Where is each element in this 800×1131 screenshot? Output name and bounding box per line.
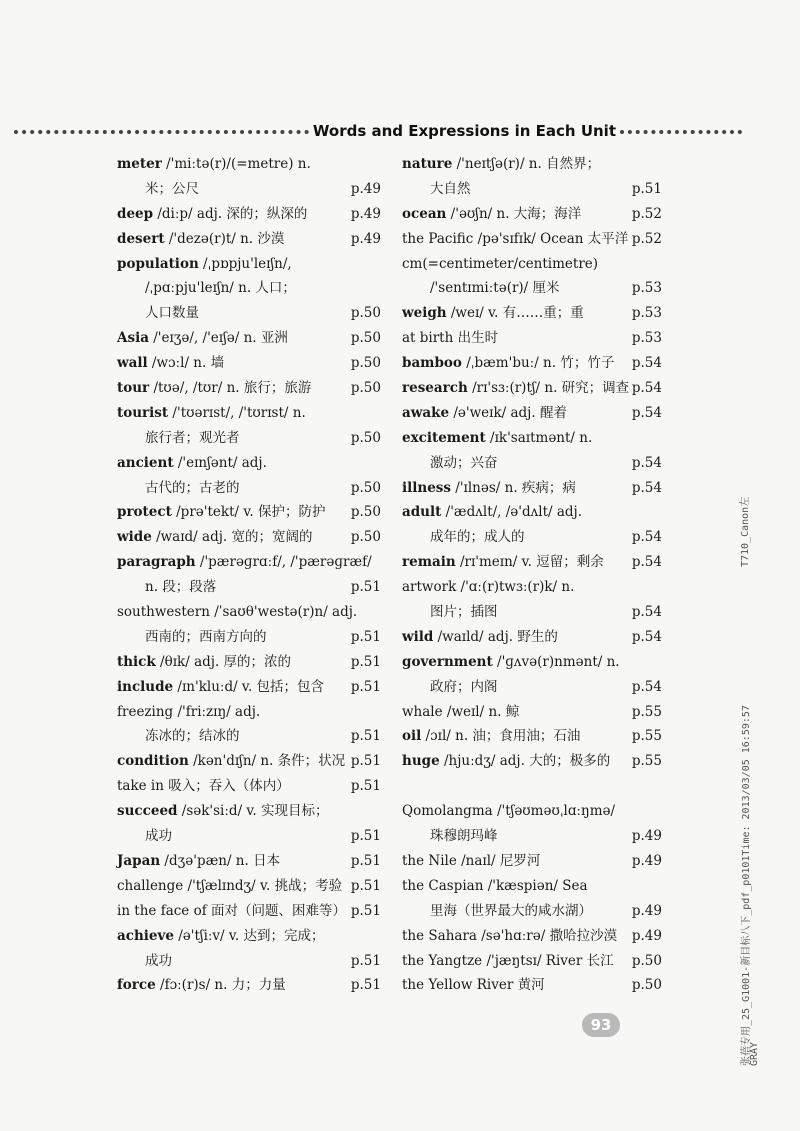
vocab-entry-text — [117, 704, 260, 720]
vocab-entry-text — [117, 355, 224, 371]
vocab-line — [402, 874, 662, 899]
entry-definition: 成年的；成人的 — [430, 529, 525, 546]
vocab-entry-text — [117, 977, 286, 993]
vocab-entry-text — [117, 629, 267, 645]
headword: excitement — [402, 429, 486, 446]
page-reference: p.51 — [350, 877, 381, 894]
entry-definition: /ə'weɪk/ adj. 醒着 — [449, 404, 567, 421]
vocab-entry-text — [402, 554, 604, 570]
vocab-line — [117, 152, 381, 177]
entry-definition: the Caspian /'kæspiən/ Sea — [402, 877, 588, 894]
page-reference: p.51 — [350, 628, 381, 645]
vocab-line — [402, 301, 662, 326]
entry-definition: 西南的；西南方向的 — [145, 628, 267, 645]
vocab-line — [117, 650, 381, 675]
vocab-line — [117, 924, 381, 949]
vocab-line — [402, 675, 662, 700]
page-reference: p.51 — [350, 579, 381, 596]
headword: wide — [117, 529, 152, 546]
vocab-line — [402, 227, 662, 252]
vocab-line — [402, 476, 662, 501]
vocab-entry-text — [117, 181, 199, 197]
headword: meter — [117, 156, 162, 172]
vocab-line — [402, 351, 662, 376]
headword: huge — [402, 753, 440, 770]
headword: bamboo — [402, 355, 462, 372]
page-reference: p.51 — [350, 902, 381, 919]
entry-definition: /fɔː(r)s/ n. 力；力量 — [155, 977, 286, 994]
vocab-line — [402, 824, 662, 849]
vocab-line — [117, 899, 381, 924]
page-reference: p.50 — [350, 355, 381, 372]
vocab-line — [402, 326, 662, 351]
page-reference: p.53 — [631, 330, 662, 347]
vocab-line — [117, 227, 381, 252]
vocab-entry-text — [117, 380, 311, 396]
entry-definition: /'pærəɡrɑːf/, /'pærəɡræf/ — [195, 554, 372, 571]
page-reference: p.49 — [350, 230, 381, 247]
page-reference: p.49 — [350, 205, 381, 222]
vocab-entry-text — [402, 853, 540, 869]
vocab-line — [402, 650, 662, 675]
entry-definition: 米；公尺 — [145, 180, 199, 197]
vocab-entry-text — [117, 654, 291, 670]
entry-definition: the Yellow River 黄河 — [402, 977, 545, 994]
entry-definition: /'dezə(r)t/ n. 沙漠 — [164, 230, 285, 247]
entry-definition: 成功 — [145, 952, 172, 969]
vocab-line — [117, 351, 381, 376]
entry-definition: /'miːtə(r)/(=metre) n. — [161, 156, 311, 172]
entry-definition: /hjuːdʒ/ adj. 大的；极多的 — [439, 753, 611, 770]
entry-definition: 里海（世界最大的咸水湖） — [430, 902, 592, 919]
entry-definition: /'tʊərɪst/, /'tʊrɪst/ n. — [168, 404, 306, 421]
vocab-entry-text — [117, 579, 216, 595]
headword: ocean — [402, 205, 447, 222]
page-reference: p.49 — [631, 852, 662, 869]
vocab-line — [117, 451, 381, 476]
entry-definition: /ˌpɒpju'leɪʃn/, — [198, 255, 292, 272]
page-reference: p.51 — [350, 828, 381, 845]
vocab-entry-text — [402, 305, 584, 321]
vocab-entry-text — [402, 654, 620, 670]
headword: illness — [402, 479, 451, 496]
vocab-line — [117, 675, 381, 700]
vocab-line — [117, 401, 381, 426]
vocab-entry-text — [402, 504, 582, 520]
vocab-line — [402, 401, 662, 426]
vocab-line — [117, 799, 381, 824]
entry-definition: freezing /'friːzɪŋ/ adj. — [117, 703, 261, 720]
page-reference: p.54 — [631, 380, 662, 397]
vocab-line — [402, 426, 662, 451]
vocab-line — [117, 973, 381, 998]
vocab-entry-text — [402, 753, 610, 769]
vocab-line — [402, 550, 662, 575]
headword: Japan — [117, 852, 161, 869]
entry-definition: 旅行者；观光者 — [145, 429, 240, 446]
vocab-line — [117, 600, 381, 625]
headword: succeed — [117, 803, 178, 820]
entry-definition: /dʒə'pæn/ n. 日本 — [160, 852, 281, 869]
vocab-entry-text — [117, 430, 240, 446]
headword: tourist — [117, 404, 169, 421]
vocab-line — [117, 476, 381, 501]
vocab-entry-text — [117, 305, 199, 321]
headword: awake — [402, 404, 450, 421]
vocab-line — [117, 252, 381, 277]
vocab-entry-text — [117, 928, 325, 944]
vocab-line — [402, 774, 662, 799]
entry-definition: /'neɪtʃə(r)/ n. 自然界； — [452, 156, 601, 172]
vocab-entry-text — [117, 679, 324, 695]
vocab-entry-text — [117, 280, 296, 296]
vocab-entry-text — [402, 280, 560, 296]
vocab-line — [402, 202, 662, 227]
vocab-entry-text — [402, 977, 545, 993]
entry-definition: 成功 — [145, 828, 172, 845]
vocab-entry-text — [402, 529, 525, 545]
vocab-entry-text — [117, 405, 306, 421]
headword: desert — [117, 230, 165, 247]
page-reference: p.54 — [631, 454, 662, 471]
entry-definition: /'ɡʌvə(r)nmənt/ n. — [492, 653, 620, 670]
vocab-entry-text — [402, 903, 592, 919]
left-vocabulary-column — [117, 152, 381, 998]
headword: research — [402, 380, 468, 397]
vocab-entry-text — [402, 878, 588, 894]
headword: include — [117, 678, 174, 695]
vocab-entry-text — [117, 480, 240, 496]
vocab-line — [402, 177, 662, 202]
vocab-entry-text — [117, 903, 346, 919]
vocab-entry-text — [402, 480, 576, 496]
vocab-entry-text — [402, 828, 498, 844]
page-reference: p.55 — [631, 753, 662, 770]
vocab-line — [402, 849, 662, 874]
vocab-line — [402, 924, 662, 949]
headword: condition — [117, 753, 189, 770]
vocab-line — [402, 799, 662, 824]
headword: paragraph — [117, 554, 196, 571]
vocab-line — [402, 600, 662, 625]
vocab-line — [117, 874, 381, 899]
entry-definition: 图片；插图 — [430, 604, 498, 621]
vocab-entry-text — [117, 604, 357, 620]
entry-definition: /ɪn'kluːd/ v. 包括；包含 — [173, 678, 325, 695]
vocab-entry-text — [402, 728, 580, 744]
entry-definition: /tʊə/, /tʊr/ n. 旅行；旅游 — [149, 380, 312, 397]
page-reference: p.51 — [350, 728, 381, 745]
vocab-entry-text — [117, 778, 290, 794]
page-reference: p.50 — [350, 504, 381, 521]
page-reference: p.54 — [631, 529, 662, 546]
vocab-line — [402, 376, 662, 401]
headword: government — [402, 653, 493, 670]
headword: achieve — [117, 927, 174, 944]
vocab-line — [402, 152, 662, 177]
page-reference: p.52 — [631, 205, 662, 222]
entry-definition: at birth 出生时 — [402, 330, 499, 347]
entry-definition: the Sahara /sə'hɑːrə/ 撒哈拉沙漠 — [402, 927, 618, 944]
page-reference: p.55 — [631, 728, 662, 745]
entry-definition: /'ædʌlt/, /ə'dʌlt/ adj. — [441, 504, 583, 521]
section-title: Words and Expressions in Each Unit — [312, 122, 616, 140]
entry-definition: 激动；兴奋 — [430, 454, 498, 471]
vocab-line — [402, 276, 662, 301]
vocab-entry-text — [117, 828, 172, 844]
page-reference: p.50 — [350, 529, 381, 546]
entry-definition: /waɪld/ adj. 野生的 — [433, 628, 558, 645]
side-print-mark-lower: 张蓓专用_25_G1001-新目标八下_pdf_p0101Time: 2013/03/05 16:59:57 — [741, 705, 752, 1066]
vocab-entry-text — [402, 156, 600, 172]
vocab-line — [402, 949, 662, 974]
vocab-line — [402, 252, 662, 277]
vocab-entry-text — [117, 753, 345, 769]
vocab-line — [117, 202, 381, 227]
entry-definition: /kən'dɪʃn/ n. 条件；状况 — [188, 753, 346, 770]
vocab-entry-text — [117, 504, 325, 520]
vocab-line — [117, 575, 381, 600]
vocab-entry-text — [402, 803, 615, 819]
right-vocabulary-column — [402, 152, 662, 998]
page-reference: p.50 — [350, 429, 381, 446]
headword: ancient — [117, 454, 174, 471]
vocab-entry-text — [402, 256, 598, 272]
vocab-entry-text — [402, 206, 581, 222]
page-reference: p.51 — [350, 753, 381, 770]
entry-definition: the Pacific /pə'sɪfɪk/ Ocean 太平洋 — [402, 230, 629, 247]
entry-definition: artwork /'ɑː(r)twɜː(r)k/ n. — [402, 579, 575, 596]
page-reference: p.51 — [350, 977, 381, 994]
entry-definition: Qomolangma /'tʃəʊməʊˌlɑːŋmə/ — [402, 803, 616, 820]
side-print-mark-gray: GRAY — [749, 1041, 760, 1066]
entry-definition: /θɪk/ adj. 厚的；浓的 — [155, 653, 292, 670]
page-reference: p.50 — [350, 330, 381, 347]
entry-definition: 古代的；古老的 — [145, 479, 240, 496]
entry-definition: 人口数量 — [145, 305, 199, 322]
vocab-entry-text — [402, 405, 567, 421]
entry-definition: the Nile /naɪl/ 尼罗河 — [402, 852, 541, 869]
entry-definition: /ˌpɑːpju'leɪʃn/ n. 人口； — [145, 280, 296, 297]
page-reference: p.54 — [631, 628, 662, 645]
vocab-entry-text — [402, 679, 498, 695]
headword: remain — [402, 554, 456, 571]
vocab-entry-text — [402, 355, 614, 371]
section-header — [14, 120, 742, 142]
vocab-entry-text — [402, 380, 629, 396]
entry-definition: /rɪ'meɪn/ v. 逗留；剩余 — [455, 554, 604, 571]
vocab-entry-text — [117, 803, 329, 819]
vocab-line — [117, 625, 381, 650]
entry-definition: take in 吸入；吞入（体内） — [117, 778, 290, 795]
vocab-line — [117, 326, 381, 351]
page-reference: p.51 — [350, 678, 381, 695]
headword: wild — [402, 628, 434, 645]
entry-definition: in the face of 面对（问题、困难等） — [117, 902, 347, 919]
vocab-line — [402, 700, 662, 725]
page-reference: p.51 — [350, 852, 381, 869]
page-reference: p.51 — [350, 653, 381, 670]
entry-definition: 政府；内阁 — [430, 678, 498, 695]
entry-definition: 大自然 — [430, 180, 471, 197]
vocab-line — [402, 575, 662, 600]
page-reference: p.53 — [631, 305, 662, 322]
vocab-entry-text — [402, 629, 558, 645]
page-reference: p.54 — [631, 479, 662, 496]
side-print-mark-upper: T710_Canon左 — [740, 496, 751, 567]
page-reference: p.51 — [350, 778, 381, 795]
headword: protect — [117, 504, 172, 521]
entry-definition: /prə'tekt/ v. 保护；防护 — [171, 504, 326, 521]
vocab-entry-text — [402, 330, 498, 346]
entry-definition: /'eɪʒə/, /'eɪʃə/ n. 亚洲 — [148, 330, 288, 347]
page-reference: p.50 — [631, 977, 662, 994]
headword: nature — [402, 156, 453, 172]
entry-definition: /waɪd/ adj. 宽的；宽阔的 — [151, 529, 313, 546]
vocab-line — [402, 451, 662, 476]
vocab-line — [402, 525, 662, 550]
vocab-line — [117, 500, 381, 525]
entry-definition: /'sentɪmiːtə(r)/ 厘米 — [430, 280, 560, 297]
headword: tour — [117, 380, 150, 397]
page-reference: p.50 — [350, 305, 381, 322]
headword: deep — [117, 205, 154, 222]
vocab-line — [117, 774, 381, 799]
headword: adult — [402, 504, 442, 521]
page-number-badge: 93 — [582, 1013, 620, 1037]
entry-definition: /rɪ'sɜː(r)tʃ/ n. 研究；调查 — [467, 380, 630, 397]
entry-definition: /'əʊʃn/ n. 大海；海洋 — [446, 205, 582, 222]
vocab-line — [117, 276, 381, 301]
vocab-entry-text — [402, 953, 614, 969]
vocab-line — [402, 724, 662, 749]
vocab-line — [402, 899, 662, 924]
vocab-line — [117, 700, 381, 725]
header-dots-left — [14, 130, 309, 134]
page-reference: p.55 — [631, 703, 662, 720]
vocab-line — [402, 500, 662, 525]
entry-definition: 冻冰的；结冰的 — [145, 728, 240, 745]
entry-definition: /ə'tʃiːv/ v. 达到；完成； — [173, 927, 325, 944]
page-reference: p.49 — [631, 828, 662, 845]
entry-definition: cm(=centimeter/centimetre) — [402, 255, 599, 272]
headword: Asia — [117, 330, 149, 347]
entry-definition: /'eɪnʃənt/ adj. — [173, 454, 267, 471]
vocab-entry-text — [117, 231, 284, 247]
entry-definition: /ˌbæm'buː/ n. 竹；竹子 — [461, 355, 615, 372]
entry-definition: the Yangtze /'jæŋtsɪ/ River 长江 — [402, 952, 614, 969]
page-reference: p.53 — [631, 280, 662, 297]
entry-definition: /ɔɪl/ n. 油；食用油；石油 — [421, 728, 581, 745]
vocab-line — [117, 301, 381, 326]
entry-definition: /'ɪlnəs/ n. 疾病；病 — [451, 479, 576, 496]
vocab-line — [117, 426, 381, 451]
vocab-entry-text — [117, 455, 267, 471]
entry-definition: n. 段；段落 — [145, 579, 217, 596]
page-reference: p.50 — [350, 380, 381, 397]
vocab-entry-text — [402, 231, 628, 247]
entry-definition: /diːp/ adj. 深的；纵深的 — [153, 205, 308, 222]
entry-definition: whale /weɪl/ n. 鲸 — [402, 703, 520, 720]
page-reference: p.49 — [350, 180, 381, 197]
entry-definition: /wɔːl/ n. 墙 — [147, 355, 225, 372]
page-reference: p.50 — [350, 479, 381, 496]
vocab-line — [402, 749, 662, 774]
vocab-entry-text — [117, 206, 307, 222]
vocab-entry-text — [402, 181, 471, 197]
vocab-entry-text — [117, 878, 342, 894]
page-reference: p.54 — [631, 554, 662, 571]
vocab-entry-text — [402, 579, 574, 595]
vocab-entry-text — [117, 554, 372, 570]
vocab-line — [402, 973, 662, 998]
headword: oil — [402, 728, 422, 745]
entry-definition: /ɪk'saɪtmənt/ n. — [485, 429, 593, 446]
page-reference: p.54 — [631, 678, 662, 695]
page-reference: p.50 — [631, 952, 662, 969]
headword: population — [117, 255, 199, 272]
page-reference: p.54 — [631, 355, 662, 372]
headword: weigh — [402, 305, 447, 322]
vocab-line — [117, 177, 381, 202]
vocab-line — [117, 749, 381, 774]
headword: force — [117, 977, 156, 994]
vocab-entry-text — [117, 953, 172, 969]
vocab-entry-text — [117, 256, 292, 272]
page-reference: p.51 — [350, 952, 381, 969]
page-reference: p.49 — [631, 902, 662, 919]
entry-definition: 珠穆朗玛峰 — [430, 828, 498, 845]
vocab-line — [117, 724, 381, 749]
page-reference: p.51 — [631, 180, 662, 197]
vocab-entry-text — [117, 529, 312, 545]
vocab-entry-text — [117, 853, 280, 869]
vocab-entry-text — [402, 455, 498, 471]
page-reference: p.52 — [631, 230, 662, 247]
entry-definition: /sək'siːd/ v. 实现目标； — [177, 803, 329, 820]
headword: thick — [117, 653, 156, 670]
vocab-line — [117, 550, 381, 575]
vocab-entry-text — [117, 156, 311, 172]
vocab-line — [402, 625, 662, 650]
page-reference: p.49 — [631, 927, 662, 944]
vocab-line — [117, 525, 381, 550]
entry-definition: /weɪ/ v. 有……重；重 — [446, 305, 584, 322]
vocab-line — [117, 949, 381, 974]
entry-definition: southwestern /ˈsaʊθ'westə(r)n/ adj. — [117, 604, 358, 621]
vocab-entry-text — [402, 704, 519, 720]
vocab-entry-text — [117, 330, 288, 346]
vocab-entry-text — [402, 430, 592, 446]
vocab-entry-text — [402, 928, 617, 944]
vocab-entry-text — [402, 604, 498, 620]
vocab-entry-text — [117, 728, 240, 744]
header-dots-right — [620, 130, 742, 134]
vocab-line — [117, 824, 381, 849]
page-reference: p.54 — [631, 604, 662, 621]
page-reference: p.54 — [631, 404, 662, 421]
vocab-line — [117, 376, 381, 401]
entry-definition: challenge /'tʃælɪndʒ/ v. 挑战；考验 — [117, 877, 343, 894]
headword: wall — [117, 355, 148, 372]
vocab-line — [117, 849, 381, 874]
